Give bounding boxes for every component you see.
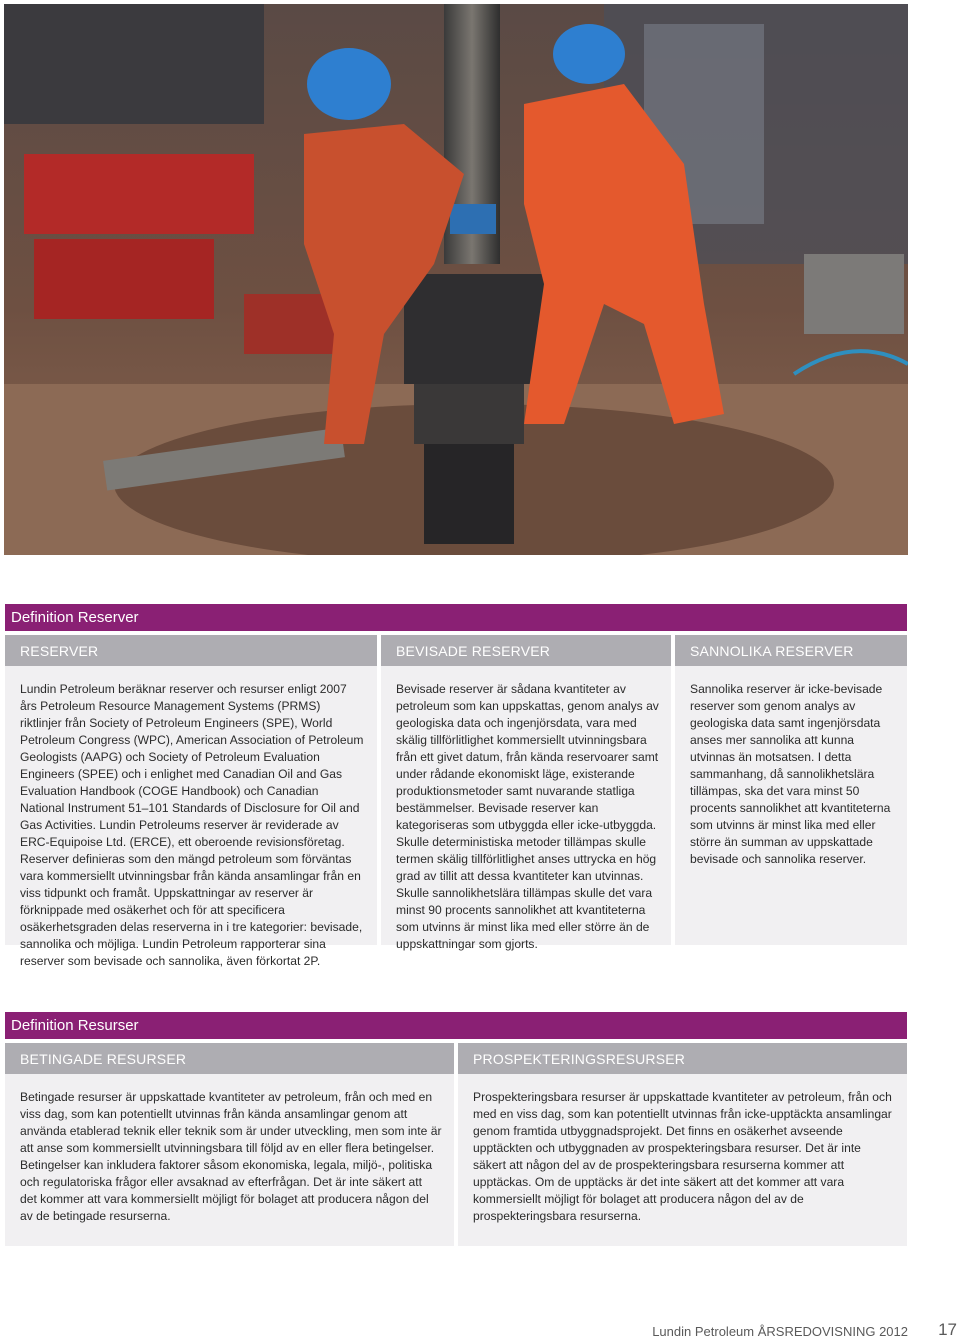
drilling-photo	[4, 4, 908, 555]
prospekteringsresurser-column	[458, 1043, 907, 1246]
betingade-resurser-heading: BETINGADE RESURSER	[5, 1043, 454, 1074]
definition-resurser-box	[5, 1012, 907, 1246]
prospekteringsresurser-heading: PROSPEKTERINGSRESURSER	[458, 1043, 907, 1074]
sannolika-reserver-text: Sannolika reserver är icke-bevisade reserver som genom analys av geologiska data samt ingenjörsdata anses mer sannolika att kunna utvinnas än motsatsen. I detta sammanhang, då sannolikhetslära tillämpas, ska det vara minst 50 procents sannolikhet att kvantiteterna som utvinns är minst lika med eller större än summan av uppskattade bevisade och sannolika reserver.	[690, 682, 891, 866]
reserver-column	[5, 635, 377, 968]
footer-title: Lundin Petroleum ÅRSREDOVISNING 2012	[652, 1324, 908, 1339]
sannolika-reserver-column	[675, 635, 907, 945]
definition-reserver-title: Definition Reserver	[5, 604, 907, 631]
definition-resurser-title: Definition Resurser	[5, 1012, 907, 1039]
bevisade-reserver-text: Bevisade reserver är sådana kvantiteter av petroleum som kan uppskattas, genom analys av geologiska data och ingenjörsdata, vara med skälig tillförlitlighet kommersiellt utvinningsbara från ett givet datum, från kända reservoarer samt under rådande ekonomiskt läge, existerande produktionsmetoder samt nuvarande statliga bestämmelser. Bevisade reserver kan kategoriseras som utbyggda eller icke-utbyggda. Skulle deterministiska metoder tillämpas skulle termen skälig tillförlitlighet anses uttrycka en hög grad av tillit att dessa kvantiteter kan utvinnas. Skulle sannolikhetslära tillämpas skulle det vara minst 90 procents sannolikhet att kvantiteterna som utvinns är minst lika med eller större än de uppskattningar som gjorts.	[396, 682, 659, 951]
sannolika-reserver-heading: SANNOLIKA RESERVER	[675, 635, 907, 666]
page-number: 17	[938, 1320, 957, 1339]
drilling-photo-icon	[4, 4, 908, 555]
reserver-text: Lundin Petroleum beräknar reserver och resurser enligt 2007 års Petroleum Resource Management Systems (PRMS) riktlinjer från Society of Petroleum Engineers (SPE), World Petroleum Congress (WPC), American Association of Petroleum Geologists (AAPG) och Society of Petroleum Evaluation Engineers (SPEE) och i enlighet med Canadian Oil and Gas Evaluation Handbook (COGE Handbook) och Canadian National Instrument 51–101 Standards of Disclosure for Oil and Gas Activities. Lundin Petroleums reserver är reviderade av ERC-Equipoise Ltd. (ERCE), ett oberoende revisionsföretag. Reserver definieras som den mängd petroleum som förväntas vara kommersiellt utvinningsbar från kända ansamlingar från en viss tidpunkt och framåt. Uppskattningar av reserver är förknippade med osäkerhet och för att specificera osäkerhetsgraden delas reserverna in i tre kategorier: bevisade, sannolika och möjliga. Lundin Petroleum rapporterar sina reserver som bevisade och sannolika, även förkortat 2P.	[20, 682, 364, 968]
prospekteringsresurser-text: Prospekteringsbara resurser är uppskattade kvantiteter av petroleum, från och med en viss dag, som kan potentiellt utvinnas från icke-upptäckta ansamlingar genom framtida utbyggnadsprojekt. Det finns en osäkerhet avseende upptäckten och utbyggnaden av prospekteringsbara resurser. Det är inte säkert att någon del av de prospekteringsbara resurserna kommer att upptäckas. Om de upptäcks är det inte säkert att det kommer att vara kommersiellt möjligt för bolaget att producera någon del av de prospekteringsbara resurserna.	[473, 1090, 892, 1223]
bevisade-reserver-column	[381, 635, 671, 951]
bevisade-reserver-heading: BEVISADE RESERVER	[381, 635, 671, 666]
page-footer	[0, 1322, 960, 1340]
reserver-heading: RESERVER	[5, 635, 377, 666]
betingade-resurser-text: Betingade resurser är uppskattade kvantiteter av petroleum, från och med en viss dag, som kan potentiellt utvinnas från kända ansamlingar genom att använda etablerad teknik eller teknik som är under utveckling, men som inte är att anse som kommersiellt utvinningsbara till följd av en eller flera betingelser. Betingelser kan inkludera faktorer såsom ekonomiska, legala, miljö-, politiska och regulatoriska frågor eller avsaknad av efterfrågan. Det är inte säkert att det kommer att vara kommersiellt möjligt för bolaget att producera någon del av de betingade resurserna.	[20, 1090, 442, 1223]
definition-reserver-box	[5, 604, 907, 968]
betingade-resurser-column	[5, 1043, 454, 1246]
